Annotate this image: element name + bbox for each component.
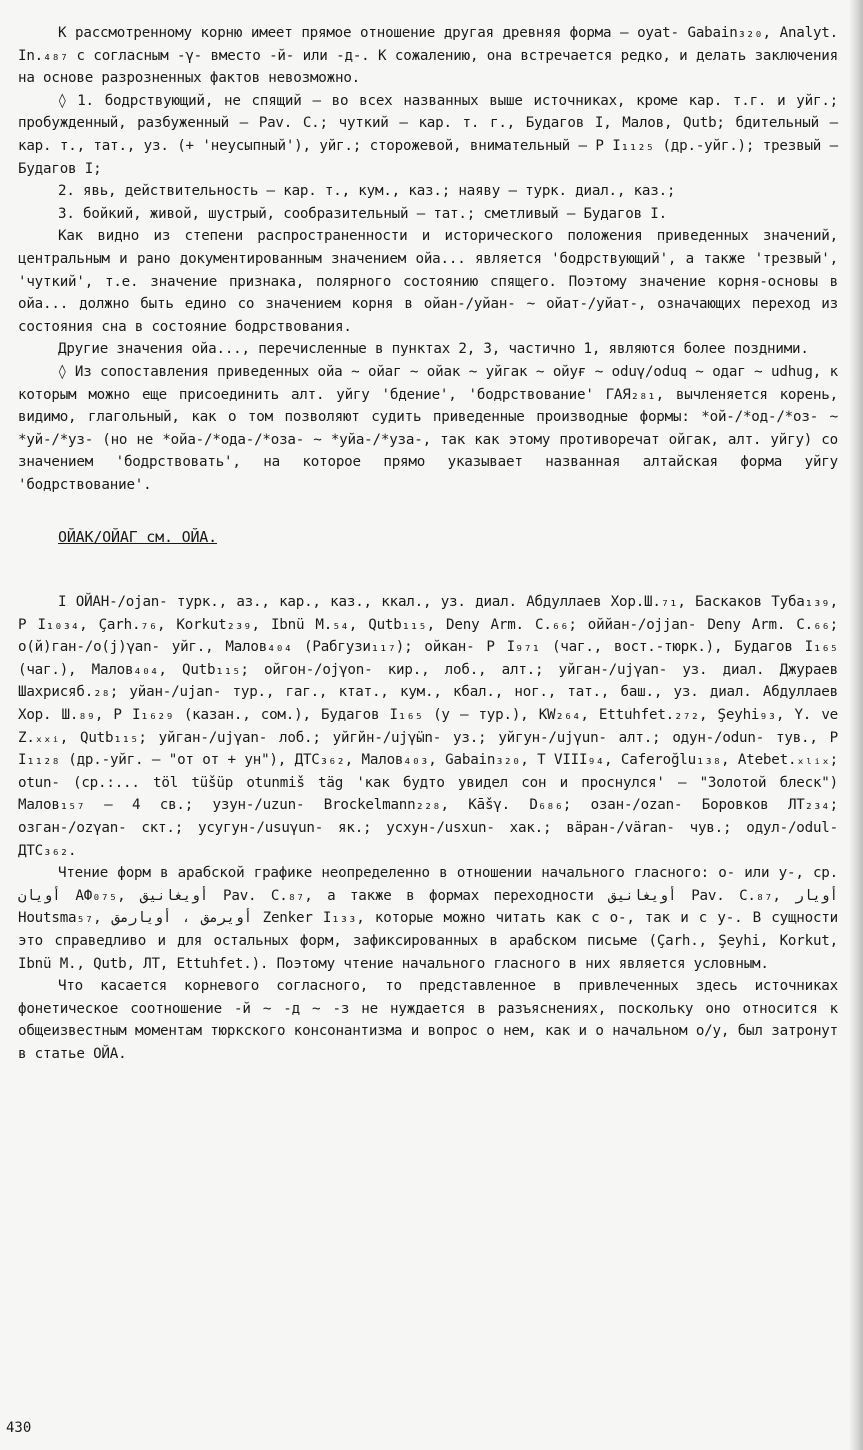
document-page [18, 22, 838, 1066]
paragraph-analysis: Как видно из степени распространенности и исторического положения приведенных значений, центральным и рано документированным значением ойа... является 'бодрствующий', а также 'трезвый', 'чуткий', т.е. значение признака, полярного состоянию спящего. Поэтому значение корня-основы в ойа... должно быть едино со значением корня в ойан-/уйан- ~ ойат-/уйат-, означающих переход из состояния сна в состояние бодрствования. [18, 228, 838, 335]
paragraph-intro: К рассмотренному корню имеет прямое отношение другая древняя форма – oyat- Gabain₃₂₀, Analyt. In.₄₈₇ с согласным -γ- вместо -й- или -д-. К сожалению, она встречается редко, и делать заключения на основе разрозненных фактов невозможно. [18, 25, 838, 87]
cross-reference: ОЙАК/ОЙАГ см. ОЙА. [58, 528, 217, 547]
paragraph-other-meanings: Другие значения ойа..., перечисленные в пунктах 2, 3, частично 1, являются более поздними. [58, 341, 809, 358]
paragraph-arabic-reading: Чтение форм в арабской графике неопределенно в отношении начального гласного: о- или у-, ср. أويان АФ₀₇₅, أويغانيق Pav. C.₈₇, а также в формах переходности أويغانيق Pav. C.₈₇, أويار Houtsma₅₇, أويرمق ، أويارمق Zenker I₁₃₃, которые можно читать как с о-, так и с у-. В сущности это справедливо и для остальных форм, зафиксированных в арабском письме (Çarh., Şeyhi, Korkut, Ibnü M., Qutb, ЛТ, Ettuhfet.). Поэтому чтение начального гласного в них является условным. [18, 865, 838, 972]
entry-ojan: I ОЙАН-/ojan- турк., аз., кар., каз., ккал., уз. диал. Абдуллаев Хор.Ш.₇₁, Баскаков Туба₁₃₉, Р I₁₀₃₄, Çarh.₇₆, Korkut₂₃₉, Ibnü M.₅₄, Qutb₁₁₅, Deny Arm. C.₆₆; оййан-/ojjan- Deny Arm. C.₆₆; о(й)ган-/о(j)γan- уйг., Малов₄₀₄ (Рабгузи₁₁₇); ойкан- Р I₉₇₁ (чаг., вост.-тюрк.), Будагов I₁₆₅ (чаг.), Малов₄₀₄, Qutb₁₁₅; ойгон-/ojγon- кир., лоб., алт.; уйган-/ujγan- уз. диал. Джураев Шахрисяб.₂₈; уйан-/ujan- тур., гаг., ктат., кум., кбал., ног., тат., баш., уз. диал. Абдуллаев Хор. Ш.₈₉, Р I₁₆₂₉ (казан., сом.), Будагов I₁₆₅ (у – тур.), KW₂₆₄, Ettuhfet.₂₇₂, Şeyhi₉₃, Y. ve Z.ₓₓᵢ, Qutb₁₁₅; уйган-/ujγan- лоб.; уйгйн-/ujγӹn- уз.; уйгун-/ujγun- алт.; одун-/odun- тув., Р I₁₁₂₈ (др.-уйг. – "от от + ун"), ДТС₃₆₂, Малов₄₀₃, Gabain₃₂₀, T VIII₉₄, Caferoğlu₁₃₈, Atebet.ₓₗᵢₓ; otun- (ср.:... töl tüšüp otunmiš täg 'как будто увидел сон и проснулся' – "Золотой блеск") Малов₁₅₇ – 4 св.; узун-/uzun- Brockelmann₂₂₈, Kāšγ. D₆₈₆; озан-/ozan- Боровков ЛТ₂₃₄; озган-/ozγan- скт.; усугун-/usuγun- як.; усхун-/usxun- хак.; вäран-/väran- чув.; одул-/odul- ДТС₃₆₂. [18, 594, 838, 859]
page-number: 430 [6, 1420, 32, 1436]
scan-edge-shadow [849, 0, 863, 1450]
paragraph-meaning-2: 2. явь, действительность – кар. т., кум., каз.; наяву – турк. диал., каз.; [58, 183, 676, 200]
paragraph-meaning-1: ◊ 1. бодрствующий, не спящий – во всех названных выше источниках, кроме кар. т.г. и уйг.; пробужденный, разбуженный – Pav. C.; чуткий – кар. т. г., Будагов I, Малов, Qutb; бдительный – кар. т., тат., уз. (+ 'неусыпный'), уйг.; сторожевой, внимательный – Р I₁₁₂₅ (др.-уйг.); трезвый – Будагов I; [18, 92, 838, 177]
paragraph-root-consonant: Что касается корневого согласного, то представленное в привлеченных здесь источниках фонетическое соотношение -й ~ -д ~ -з не нуждается в разъяснениях, поскольку оно относится к общеизвестным моментам тюркского консонантизма и вопрос о нем, как и о начальном о/у, был затронут в статье ОЙА. [18, 978, 838, 1062]
paragraph-comparison: ◊ Из сопоставления приведенных ойа ~ ойаг ~ ойак ~ уйгак ~ ойуғ ~ oduγ/oduq ~ oдаг ~ udhug, к которым можно еще присоединить алт. уйгу 'бдение', 'бодрствование' ГАЯ₂₈₁, вычленяется корень, видимо, глагольный, как о том позволяют судить приведенные производные формы: *ой-/*од-/*оз- ~ *уй-/*уз- (но не *ойа-/*ода-/*оза- ~ *уйа-/*уза-, так как этому противоречат ойгак, алт. уйгу) со значением 'бодрствовать', на которое прямо указывает названная алтайская форма уйгу 'бодрствование'. [18, 363, 838, 493]
paragraph-meaning-3: 3. бойкий, живой, шустрый, сообразительный – тат.; сметливый – Будагов I. [58, 205, 667, 222]
